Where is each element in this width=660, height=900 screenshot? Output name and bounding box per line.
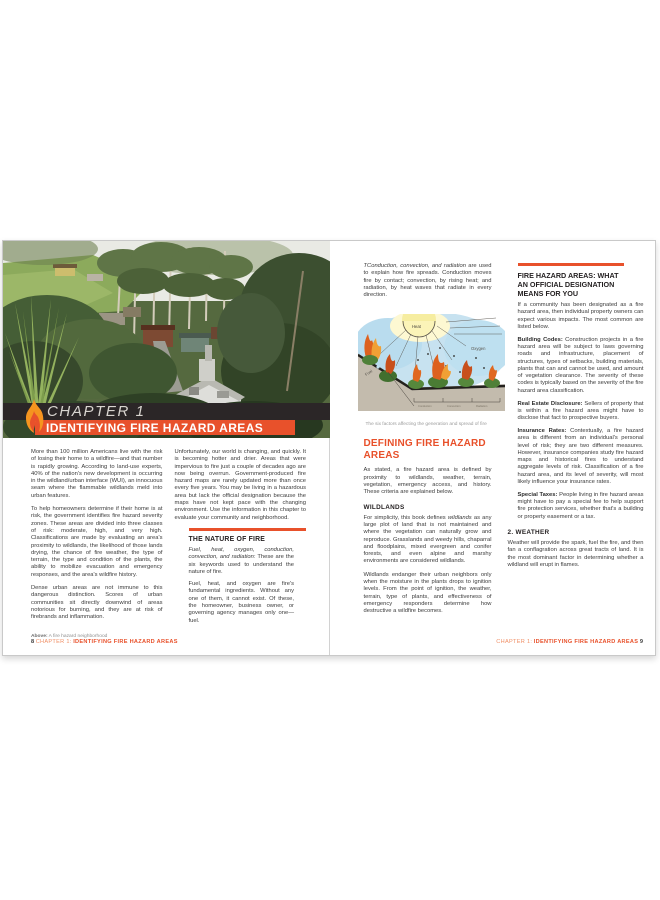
section-heading-defining: DEFINING FIRE HAZARD AREAS — [363, 438, 486, 462]
orange-rule — [518, 263, 624, 266]
paragraph: For simplicity, this book defines wildlands as any large plot of land that is not maintained and where the vegetation can naturally grow and reproduce. Grasslands and weedy hills, chaparral and floodplains, mixed evergreen and conifer forests, and even alpine and marshy environments are considered wildlands. — [363, 514, 492, 565]
list-item: Building Codes: Construction projects in a fire hazard area will be subject to laws governing roads and infrastructure, placement of structures, types of setbacks, building materials, plants that can and cannot be used, and amount of vegetation clearance. The severity of these codes is typically based on the severity of the fire hazard area classification. — [517, 336, 644, 394]
chapter-kicker: CHAPTER 1 — [47, 403, 146, 420]
right-column-2 — [508, 263, 644, 643]
list-item: Insurance Rates: Contextually, a fire hazard area is different from an individual's personal level of risk; they are two different measures. However, insurance companies study fire hazard maps and historical fires to understand aggregate levels of risk. Classification of a fire hazard area, and its level of severity, will most likely influence your insurance rates. — [517, 427, 644, 486]
flame-icon — [24, 399, 44, 433]
nature-of-fire-box — [189, 528, 307, 625]
paragraph: Weather will provide the spark, fuel the fire, and then fan a conflagration across great tracts of land. It is the most dominant factor in determining whether a wildland will erupt in flames. — [507, 540, 644, 568]
paragraph: Unfortunately, our world is changing, and quickly. It is becoming hotter and drier. Areas that were impervious to fire just a couple of decades ago are now being overrun. Government-produced fire hazard maps are rarely updated more than once every five years. You may be living in a hazardous area but lack the official designation because the maps have not kept pace with the changing environment. Use the information in this chapter to evaluate your community and neighborhood. — [174, 449, 306, 521]
paragraph: Dense urban areas are not immune to this dangerous distinction. Scores of urban communities sit directly downwind of areas notorious for burning, and they are at risk of firebrands and inflammation. — [31, 585, 163, 621]
page-number: 9 — [639, 639, 643, 645]
list-item: Special Taxes: People living in fire hazard areas might have to pay a special fee to help support fire protection services, whether that's a building or property easement or a tax. — [517, 491, 644, 520]
list-item: Real Estate Disclosure: Sellers of property that is within a fire hazard area might have to disclose that fact to prospective buyers. — [517, 400, 644, 422]
figure-label-convection: Convection — [446, 405, 460, 409]
chapter-kicker-band — [3, 403, 330, 420]
orange-rule — [189, 528, 307, 531]
right-column-1 — [364, 263, 492, 643]
figure-label-conduction: Conduction — [417, 405, 432, 409]
page-right — [330, 241, 656, 655]
left-column-2 — [175, 449, 307, 639]
page-left — [3, 241, 330, 655]
photo-caption: Above: A fire hazard neighborhood — [31, 633, 108, 639]
paragraph: If a community has been designated as a fire hazard area, then individual property owners can expect various impacts. The most common are listed below. — [517, 302, 644, 330]
paragraph: To help homeowners determine if their home is at risk, the government identifies fire hazard severity zones. These areas are divided into three classes of risk: moderate, high, and very high. Classifications are made by evaluating an area's proximity to wildlands, the likelihood of those lands drying, the chance of fire weather, the type of terrain, the type and condition of the plants, the ability to mobilize evacuation and emergency responses, and the area's wildfire history. — [31, 506, 163, 578]
paragraph: Fuel, heat, oxygen, conduction, convection, and radiation: These are the six keywords used to understand the nature of fire. — [188, 546, 294, 575]
figure-label-oxygen: Oxygen — [470, 346, 485, 352]
page-spread — [2, 240, 656, 656]
official-designation-box — [518, 263, 644, 521]
box-title: FIRE HAZARD AREAS: WHAT AN OFFICIAL DESIGNATION MEANS FOR YOU — [517, 271, 619, 298]
figure-label-heat: Heat — [411, 324, 421, 330]
left-column-1 — [31, 449, 163, 639]
chapter-title-band — [35, 420, 295, 435]
right-page-footer: CHAPTER 1: IDENTIFYING FIRE HAZARD AREAS 9 — [496, 639, 643, 645]
sidebar-continuation-paragraph: TConduction, convection, and radiation are used to explain how fire spreads. Conduction moves fire by contact; convection, by rising heat; and radiation, by heat waves that radiate in every direction. — [363, 263, 492, 299]
right-page-body — [330, 263, 656, 643]
chapter-title: IDENTIFYING FIRE HAZARD AREAS — [46, 420, 264, 435]
figure-label-fuel: Fuel — [363, 368, 373, 378]
subsection-heading-wildlands: WILDLANDS — [363, 503, 405, 511]
left-page-footer: 8 CHAPTER 1: IDENTIFYING FIRE HAZARD AREAS — [31, 639, 178, 645]
figure-caption: The six factors affecting the generation and spread of fire — [365, 422, 487, 428]
figure-label-radiation: Radiation — [475, 405, 487, 409]
paragraph: Fuel, heat, and oxygen are fire's fundamental ingredients. Without any one of them, it cannot exist. Of these, the homeowner, business owner, or governing agency manages only one—fuel. — [188, 581, 294, 624]
box-title: THE NATURE OF FIRE — [188, 535, 266, 543]
paragraph: As stated, a fire hazard area is defined by proximity to wildlands, weather, terrain, vegetation, emergency access, and history. These criteria are explained below. — [363, 467, 492, 496]
fire-factors-illustration — [358, 314, 505, 411]
paragraph: Wildlands endanger their urban neighbors only when the moisture in the plants drops to ignition levels. From the point of ignition, the weather, terrain, type of plants, and effectiveness of emergency responders determine how destructive a wildfire becomes. — [363, 571, 492, 615]
subsection-heading-weather: 2. WEATHER — [507, 529, 550, 537]
left-page-body — [3, 449, 330, 639]
paragraph: More than 100 million Americans live with the risk of losing their home to a wildfire—and that number is rapidly growing. According to land-use experts, 40% of the nation's new development is occurring in the wildland/urban interface (WUI), an innocuous seam where the flammable wildlands meld into urban features. — [31, 449, 163, 499]
page-number: 8 — [31, 639, 35, 645]
hillside-neighborhood-photo — [3, 241, 330, 438]
